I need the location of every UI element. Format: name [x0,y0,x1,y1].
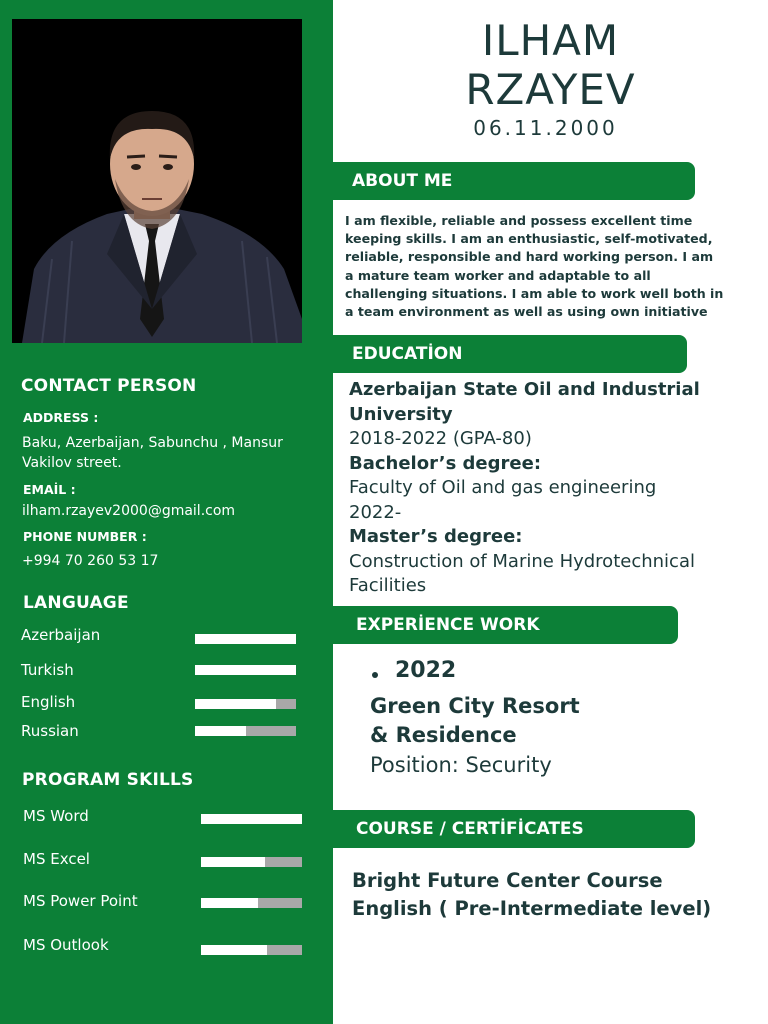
contact-heading: CONTACT PERSON [21,376,197,396]
company-name: Green City Resort [370,694,580,718]
about-line: a mature team worker and adaptable to all [345,267,651,283]
experience-year: 2022 [395,658,457,683]
education-details [349,378,749,599]
email-link[interactable]: ilham.rzayev2000@gmail.com [22,503,236,519]
language-level-bar [195,699,296,709]
school-name-cont: University [349,403,453,425]
experience-company [370,692,580,750]
skill-level-bar [201,898,302,908]
address-line-1: Baku, Azerbaijan, Sabunchu , Mansur [22,435,283,451]
master-label: Master’s degree: [349,526,523,547]
language-level-fill [195,726,246,736]
courses-heading: COURSE / CERTİFİCATES [333,810,695,848]
about-line: a team environment as well as using own initiative [345,304,708,320]
person-portrait [12,19,302,343]
email-label: EMAİL : [23,482,76,497]
course-name: Bright Future Center Course [352,869,663,892]
skill-level-fill [201,945,267,955]
language-level-bar [195,726,296,736]
education-heading: EDUCATİON [333,335,687,373]
phone-number[interactable]: +994 70 260 53 17 [22,553,159,569]
skill-label: MS Outlook [23,936,109,954]
skill-level-bar [201,857,302,867]
first-name: ILHAM [481,16,620,65]
language-level-fill [195,665,296,675]
school-name: Azerbaijan State Oil and Industrial [349,379,700,400]
language-level-bar [195,665,296,675]
bachelor-label: Bachelor’s degree: [349,452,542,474]
about-heading: ABOUT ME [333,162,695,200]
about-text [345,212,740,321]
skill-label: MS Power Point [23,892,138,910]
language-level-fill [195,699,276,709]
language-label: Russian [21,722,79,740]
master-years: 2022- [349,501,402,523]
bachelor-value: Faculty of Oil and gas engineering [349,477,657,498]
course-details [352,867,711,923]
course-level: English ( Pre-Intermediate level) [352,897,712,920]
skill-level-fill [201,814,302,824]
skill-label: MS Word [23,807,89,825]
last-name: RZAYEV [465,65,636,114]
skills-heading: PROGRAM SKILLS [22,770,194,790]
skill-level-bar [201,945,302,955]
date-of-birth: 06.11.2000 [473,116,618,140]
profile-photo [12,19,302,343]
address-label: ADDRESS : [23,410,99,425]
skill-level-bar [201,814,302,824]
language-label: English [21,693,76,711]
about-line: challenging situations. I am able to work well both in [345,285,724,301]
language-level-bar [195,634,296,644]
master-value: Construction of Marine Hydrotechnical [349,550,695,572]
phone-label: PHONE NUMBER : [23,529,147,544]
company-name-cont: & Residence [370,723,517,747]
language-label: Turkish [21,661,74,679]
language-label: Azerbaijan [21,626,101,644]
skill-level-fill [201,857,265,867]
skill-level-fill [201,898,258,908]
experience-heading: EXPERİENCE WORK [333,606,678,644]
address-line-2: Vakilov street. [22,455,122,471]
language-heading: LANGUAGE [23,593,129,613]
experience-position: Position: Security [370,753,552,777]
about-line: I am flexible, reliable and possess excellent time [345,213,693,228]
master-value-cont: Facilities [349,575,427,596]
bullet-icon [371,670,381,680]
about-line: reliable, responsible and hard working person. I am [345,249,714,265]
language-level-fill [195,634,296,644]
about-line: keeping skills. I am an enthusiastic, self-motivated, [345,231,713,247]
education-years: 2018-2022 (GPA-80) [349,428,532,449]
skill-label: MS Excel [23,850,90,868]
